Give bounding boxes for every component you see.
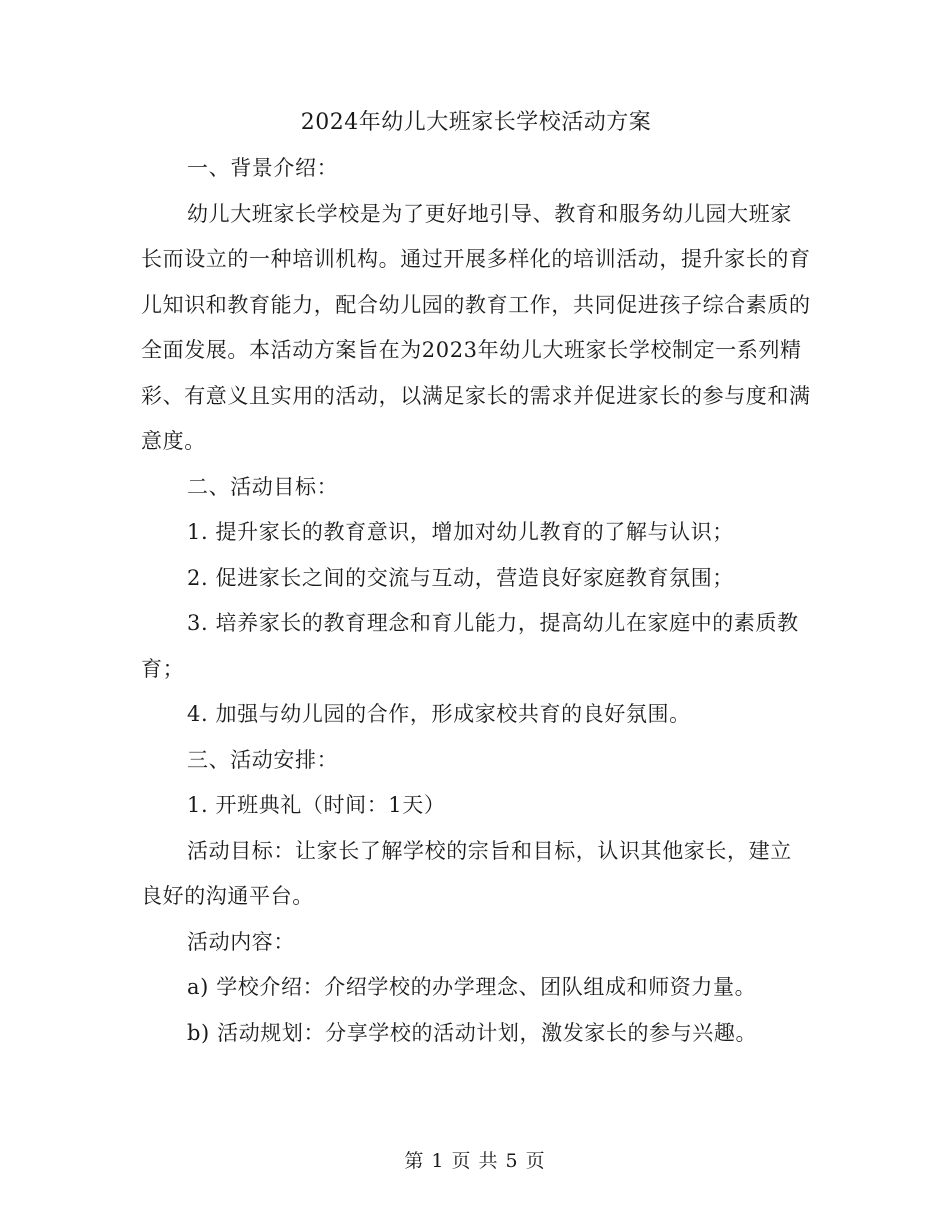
goal-item-3: 3. 培养家长的教育理念和育儿能力，提高幼儿在家庭中的素质教育；: [141, 611, 799, 681]
document-body: [141, 100, 811, 1056]
document-title: 2024年幼儿大班家长学校活动方案: [300, 110, 652, 135]
activity-goal: 活动目标：让家长了解学校的宗旨和目标，认识其他家长，建立良好的沟通平台。: [141, 838, 792, 908]
section-heading-goals: 二、活动目标：: [187, 474, 339, 499]
page-footer: [0, 1146, 950, 1173]
schedule-item-1: 1. 开班典礼（时间：1天）: [187, 793, 446, 817]
activity-content-item-b: b) 活动规划：分享学校的活动计划，激发家长的参与兴趣。: [187, 1020, 758, 1045]
page-number-label: 第 1 页 共 5 页: [404, 1150, 546, 1172]
activity-content-heading: 活动内容：: [187, 929, 295, 954]
paragraph-background: 幼儿大班家长学校是为了更好地引导、教育和服务幼儿园大班家长而设立的一种培训机构。通过开展多样化的培训活动，提升家长的育儿知识和教育能力，配合幼儿园的教育工作，共同促进孩子综合素质的全面发展。本活动方案旨在为2023年幼儿大班家长学校制定一系列精彩、有意义且实用的活动，以满足家长的需求并促进家长的参与度和满意度。: [141, 201, 811, 453]
goal-item-4: 4. 加强与幼儿园的合作，形成家校共育的良好氛围。: [187, 702, 691, 726]
goal-item-2: 2. 促进家长之间的交流与互动，营造良好家庭教育氛围；: [187, 565, 734, 590]
section-heading-background: 一、背景介绍：: [187, 156, 339, 180]
activity-content-item-a: a) 学校介绍：介绍学校的办学理念、团队组成和师资力量。: [187, 975, 757, 999]
goal-item-1: 1. 提升家长的教育意识，增加对幼儿教育的了解与认识；: [187, 520, 734, 544]
section-heading-schedule: 三、活动安排：: [187, 747, 339, 772]
